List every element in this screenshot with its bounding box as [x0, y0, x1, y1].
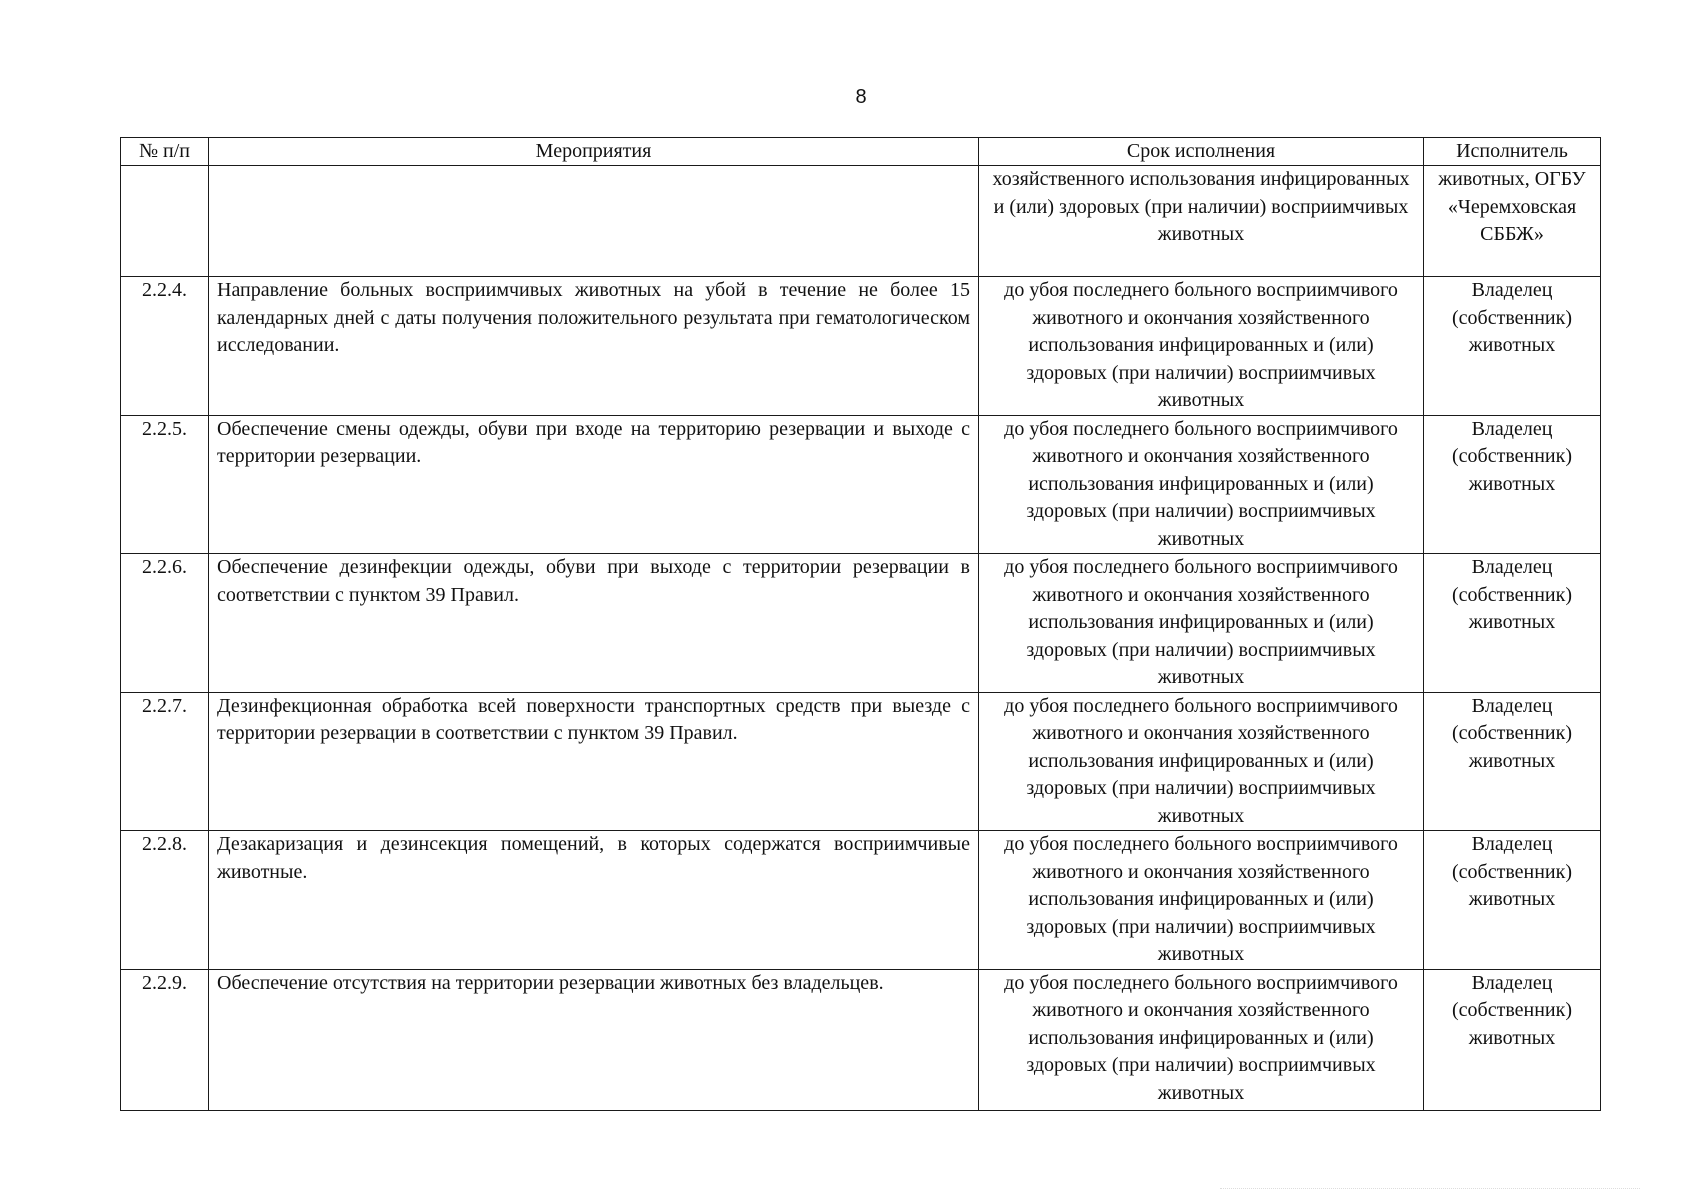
header-activity: Мероприятия [209, 138, 979, 166]
table-row [121, 969, 1601, 1110]
row-executor: Владелец (собственник) животных [1424, 415, 1601, 554]
row-term: до убоя последнего больного восприимчивого животного и окончания хозяйственного использования инфицированных и (или) здоровых (при наличии) восприимчивых животных [979, 415, 1424, 554]
row-activity: Обеспечение отсутствия на территории резервации животных без владельцев. [209, 969, 979, 1110]
row-number [121, 166, 209, 277]
row-term: до убоя последнего больного восприимчивого животного и окончания хозяйственного использования инфицированных и (или) здоровых (при наличии) восприимчивых животных [979, 692, 1424, 831]
row-activity: Дезакаризация и дезинсекция помещений, в которых содержатся восприимчивые животные. [209, 831, 979, 970]
row-executor: Владелец (собственник) животных [1424, 969, 1601, 1110]
row-executor: Владелец (собственник) животных [1424, 831, 1601, 970]
table-row-continuation [121, 166, 1601, 277]
row-number: 2.2.5. [121, 415, 209, 554]
row-number: 2.2.6. [121, 554, 209, 693]
row-number: 2.2.8. [121, 831, 209, 970]
row-number: 2.2.7. [121, 692, 209, 831]
table-row [121, 415, 1601, 554]
page-number: 8 [855, 86, 867, 108]
row-activity [209, 166, 979, 277]
row-number: 2.2.9. [121, 969, 209, 1110]
row-term: до убоя последнего больного восприимчивого животного и окончания хозяйственного использования инфицированных и (или) здоровых (при наличии) восприимчивых животных [979, 277, 1424, 416]
header-term: Срок исполнения [979, 138, 1424, 166]
row-term: до убоя последнего больного восприимчивого животного и окончания хозяйственного использования инфицированных и (или) здоровых (при наличии) восприимчивых животных [979, 554, 1424, 693]
table-row [121, 554, 1601, 693]
header-num: № п/п [121, 138, 209, 166]
row-term: до убоя последнего больного восприимчивого животного и окончания хозяйственного использования инфицированных и (или) здоровых (при наличии) восприимчивых животных [979, 969, 1424, 1110]
row-executor: Владелец (собственник) животных [1424, 692, 1601, 831]
table-row [121, 831, 1601, 970]
row-activity: Обеспечение смены одежды, обуви при входе на территорию резервации и выходе с территории резервации. [209, 415, 979, 554]
table-row [121, 277, 1601, 416]
row-activity: Обеспечение дезинфекции одежды, обуви при выходе с территории резервации в соответствии с пунктом 39 Правил. [209, 554, 979, 693]
measures-table [120, 137, 1601, 1111]
row-number: 2.2.4. [121, 277, 209, 416]
table-header-row [121, 138, 1601, 166]
row-term: хозяйственного использования инфицированных и (или) здоровых (при наличии) восприимчивых животных [979, 166, 1424, 277]
header-executor: Исполнитель [1424, 138, 1601, 166]
row-activity: Дезинфекционная обработка всей поверхности транспортных средств при выезде с территории резервации в соответствии с пунктом 39 Правил. [209, 692, 979, 831]
row-activity: Направление больных восприимчивых животных на убой в течение не более 15 календарных дней с даты получения положительного результата при гематологическом исследовании. [209, 277, 979, 416]
row-executor: Владелец (собственник) животных [1424, 277, 1601, 416]
row-term: до убоя последнего больного восприимчивого животного и окончания хозяйственного использования инфицированных и (или) здоровых (при наличии) восприимчивых животных [979, 831, 1424, 970]
row-executor: Владелец (собственник) животных [1424, 554, 1601, 693]
row-executor: животных, ОГБУ «Черемховская СББЖ» [1424, 166, 1601, 277]
table-row [121, 692, 1601, 831]
scan-artifact [1220, 1188, 1640, 1191]
